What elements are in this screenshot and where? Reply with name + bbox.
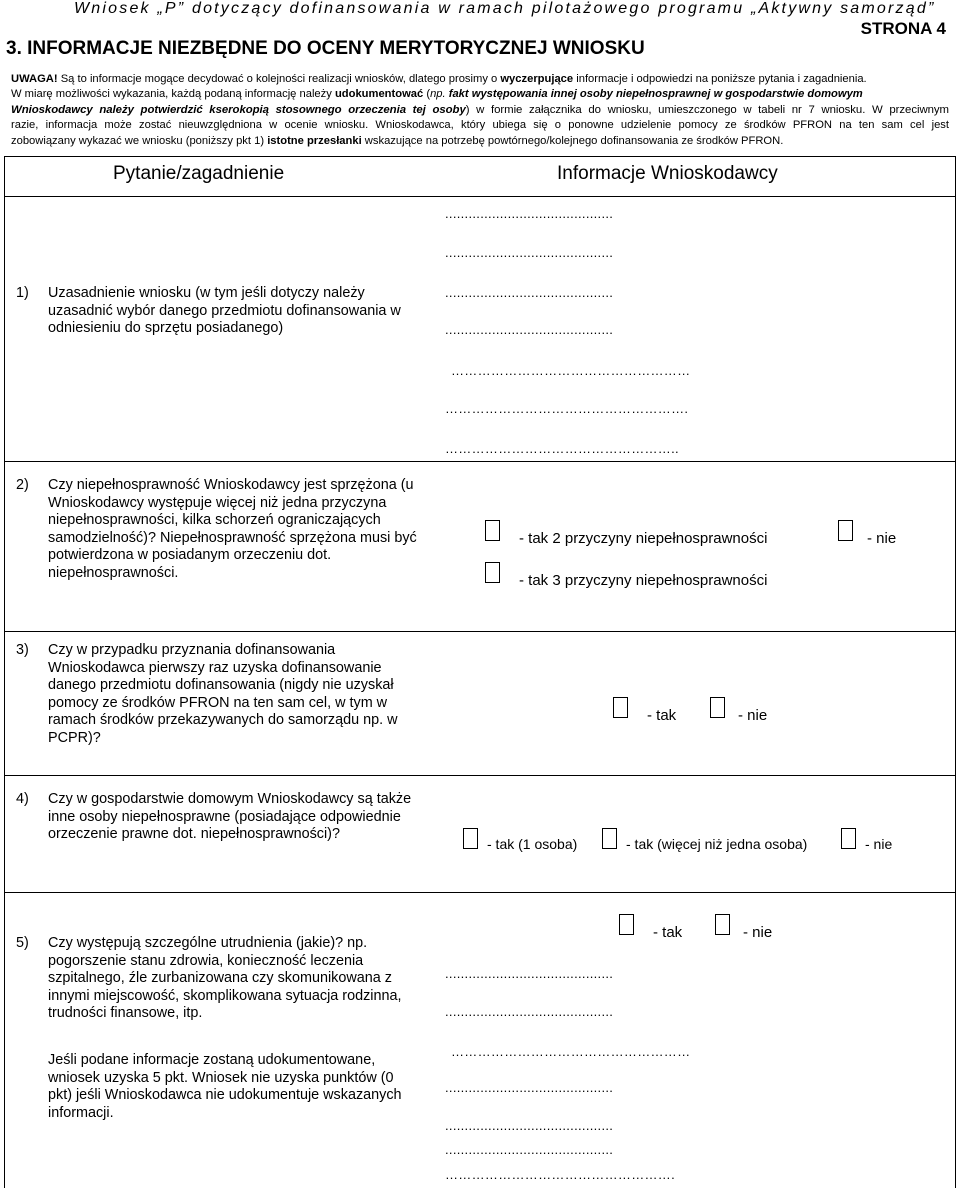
- intro-emphasis: istotne przesłanki: [267, 134, 362, 147]
- checkbox-yes[interactable]: [613, 697, 628, 718]
- answer-line[interactable]: ...........................................: [445, 1142, 614, 1157]
- question-text: Czy występują szczególne utrudnienia (jakie)? np. pogorszenie stanu zdrowia, konieczność leczenia szpitalnego, źle zurbanizowana czy skomunikowana z innymi miejscowość, skomplikowana sytuacja rodzinna, trudności finansowe, itp.: [48, 935, 402, 1021]
- row-divider: [5, 892, 955, 893]
- intro-emphasis: fakt występowania innej osoby niepełnosprawnej w gospodarstwie domowym: [448, 88, 863, 101]
- question-text: Czy niepełnosprawność Wnioskodawcy jest sprzężona (u Wnioskodawcy występuje więcej niż jedna przyczyna niepełnosprawności, kilka schorzeń ograniczających samodzielność)? Niepełnosprawność sprzężona musi być potwierdzona w posiadanym orzeczeniu dot. niepełnosprawności.: [48, 477, 417, 581]
- intro-emphasis: wyczerpujące: [500, 73, 574, 85]
- column-header-applicant-info: Informacje Wnioskodawcy: [557, 163, 778, 184]
- page-label: STRONA 4: [860, 19, 946, 38]
- answer-line[interactable]: ...........................................: [445, 1080, 614, 1095]
- intro-emphasis: udokumentować: [334, 88, 424, 101]
- checkbox-three-causes[interactable]: [485, 562, 500, 583]
- question-text: Uzasadnienie wniosku (w tym jeśli dotyczy należy uzasadnić wybór danego przedmiotu dofinansowania w odniesieniu do sprzętu posiadanego): [48, 285, 401, 336]
- intro-emphasis: Wnioskodawcy należy potwierdzić kserokopią stosownego orzeczenia tej osoby: [11, 103, 466, 116]
- answer-line[interactable]: ……………………………………………….: [445, 401, 689, 416]
- answer-line[interactable]: ...........................................: [445, 1004, 614, 1019]
- checkbox-no[interactable]: [710, 697, 725, 718]
- option-no: - nie: [743, 924, 773, 941]
- option-yes-one-person: - tak (1 osoba): [487, 836, 578, 852]
- questions-table: [4, 156, 956, 1188]
- intro-text: W miarę możliwości wykazania, każdą podaną informację należy: [11, 88, 335, 101]
- answer-line[interactable]: ………………………………………………: [451, 1044, 691, 1059]
- option-two-causes: - tak 2 przyczyny niepełnosprawności: [519, 530, 768, 547]
- intro-italic: np.: [430, 88, 449, 101]
- checkbox-no[interactable]: [715, 914, 730, 935]
- answer-line[interactable]: ...........................................: [445, 206, 614, 221]
- warning-label: UWAGA!: [11, 73, 58, 85]
- option-no: - nie: [867, 530, 897, 547]
- checkbox-yes-more-persons[interactable]: [602, 828, 617, 849]
- answer-line[interactable]: ...........................................: [445, 245, 614, 260]
- intro-text: (: [423, 88, 431, 101]
- question-number: 3): [16, 642, 29, 658]
- intro-line-5: [11, 134, 949, 149]
- option-no: - nie: [865, 836, 893, 852]
- intro-notice: [11, 72, 949, 149]
- intro-text: Są to informacje mogące decydować o kolejności realizacji wniosków, dlatego prosimy o: [57, 73, 501, 85]
- documentation-note: Jeśli podane informacje zostaną udokumentowane, wniosek uzyska 5 pkt. Wniosek nie uzyska punktów (0 pkt) jeśli Wnioskodawca nie udokumentuje wskazanych informacji.: [48, 1052, 402, 1121]
- answer-line[interactable]: ...........................................: [445, 285, 614, 300]
- option-yes-more-persons: - tak (więcej niż jedna osoba): [626, 836, 808, 852]
- intro-text: zobowiązany wykazać we wniosku (poniższy pkt 1): [11, 134, 268, 147]
- checkbox-yes[interactable]: [619, 914, 634, 935]
- checkbox-no[interactable]: [841, 828, 856, 849]
- option-no: - nie: [738, 707, 768, 724]
- checkbox-two-causes[interactable]: [485, 520, 500, 541]
- intro-line-3: [11, 103, 949, 118]
- document-header: Wniosek „P” dotyczący dofinansowania w ramach pilotażowego programu „Aktywny samorząd”: [74, 0, 936, 17]
- answer-line[interactable]: ...........................................: [445, 322, 614, 337]
- row-divider: [5, 196, 955, 197]
- intro-line-4: [11, 118, 949, 133]
- option-three-causes: - tak 3 przyczyny niepełnosprawności: [519, 572, 768, 589]
- checkbox-yes-one-person[interactable]: [463, 828, 478, 849]
- question-number: 1): [16, 285, 29, 301]
- intro-text: razie, informacja może zostać nieuwzględniona w ocenie wniosku. Wnioskodawca, który ubiega się o ponowne udzielenie pomocy ze środków PFRON na ten sam cel jest: [11, 119, 949, 132]
- section-title: 3. INFORMACJE NIEZBĘDNE DO OCENY MERYTORYCZNEJ WNIOSKU: [6, 38, 645, 59]
- intro-line-1: [11, 72, 949, 87]
- answer-line[interactable]: …………………………………………….: [445, 1167, 676, 1182]
- answer-line[interactable]: ………………………………………………: [451, 363, 691, 378]
- option-yes: - tak: [647, 707, 677, 724]
- column-header-question: Pytanie/zagadnienie: [113, 163, 285, 184]
- intro-line-2: [11, 87, 949, 102]
- answer-line[interactable]: ...........................................: [445, 966, 614, 981]
- question-number: 4): [16, 791, 29, 807]
- option-yes: - tak: [653, 924, 683, 941]
- row-divider: [5, 461, 955, 462]
- question-number: 5): [16, 935, 29, 951]
- row-divider: [5, 631, 955, 632]
- intro-text: wskazujące na potrzebę powtórnego/kolejnego dofinansowania ze środków PFRON.: [361, 134, 784, 147]
- question-text: Czy w gospodarstwie domowym Wnioskodawcy są także inne osoby niepełnosprawne (posiadające odpowiednie orzeczenie prawne dot. niepełnosprawności)?: [48, 791, 412, 842]
- intro-text: informacje i odpowiedzi na poniższe pytania i zagadnienia.: [573, 73, 867, 85]
- intro-text: ) w formie załącznika do wniosku, umieszczonego w tabeli nr 7 wniosku. W przeciwnym: [465, 103, 949, 116]
- answer-line[interactable]: ...........................................: [445, 1118, 614, 1133]
- row-divider: [5, 775, 955, 776]
- question-text: Czy w przypadku przyznania dofinansowania Wnioskodawca pierwszy raz uzyska dofinansowanie danego przedmiotu dofinansowania (nigdy nie uzyskał pomocy ze środków PFRON na ten sam cel, w tym w ramach środków przekazywanych do samorządu np. w PCPR)?: [48, 642, 398, 746]
- checkbox-no[interactable]: [838, 520, 853, 541]
- answer-line[interactable]: ……………………………………………..: [445, 441, 679, 456]
- question-number: 2): [16, 477, 29, 493]
